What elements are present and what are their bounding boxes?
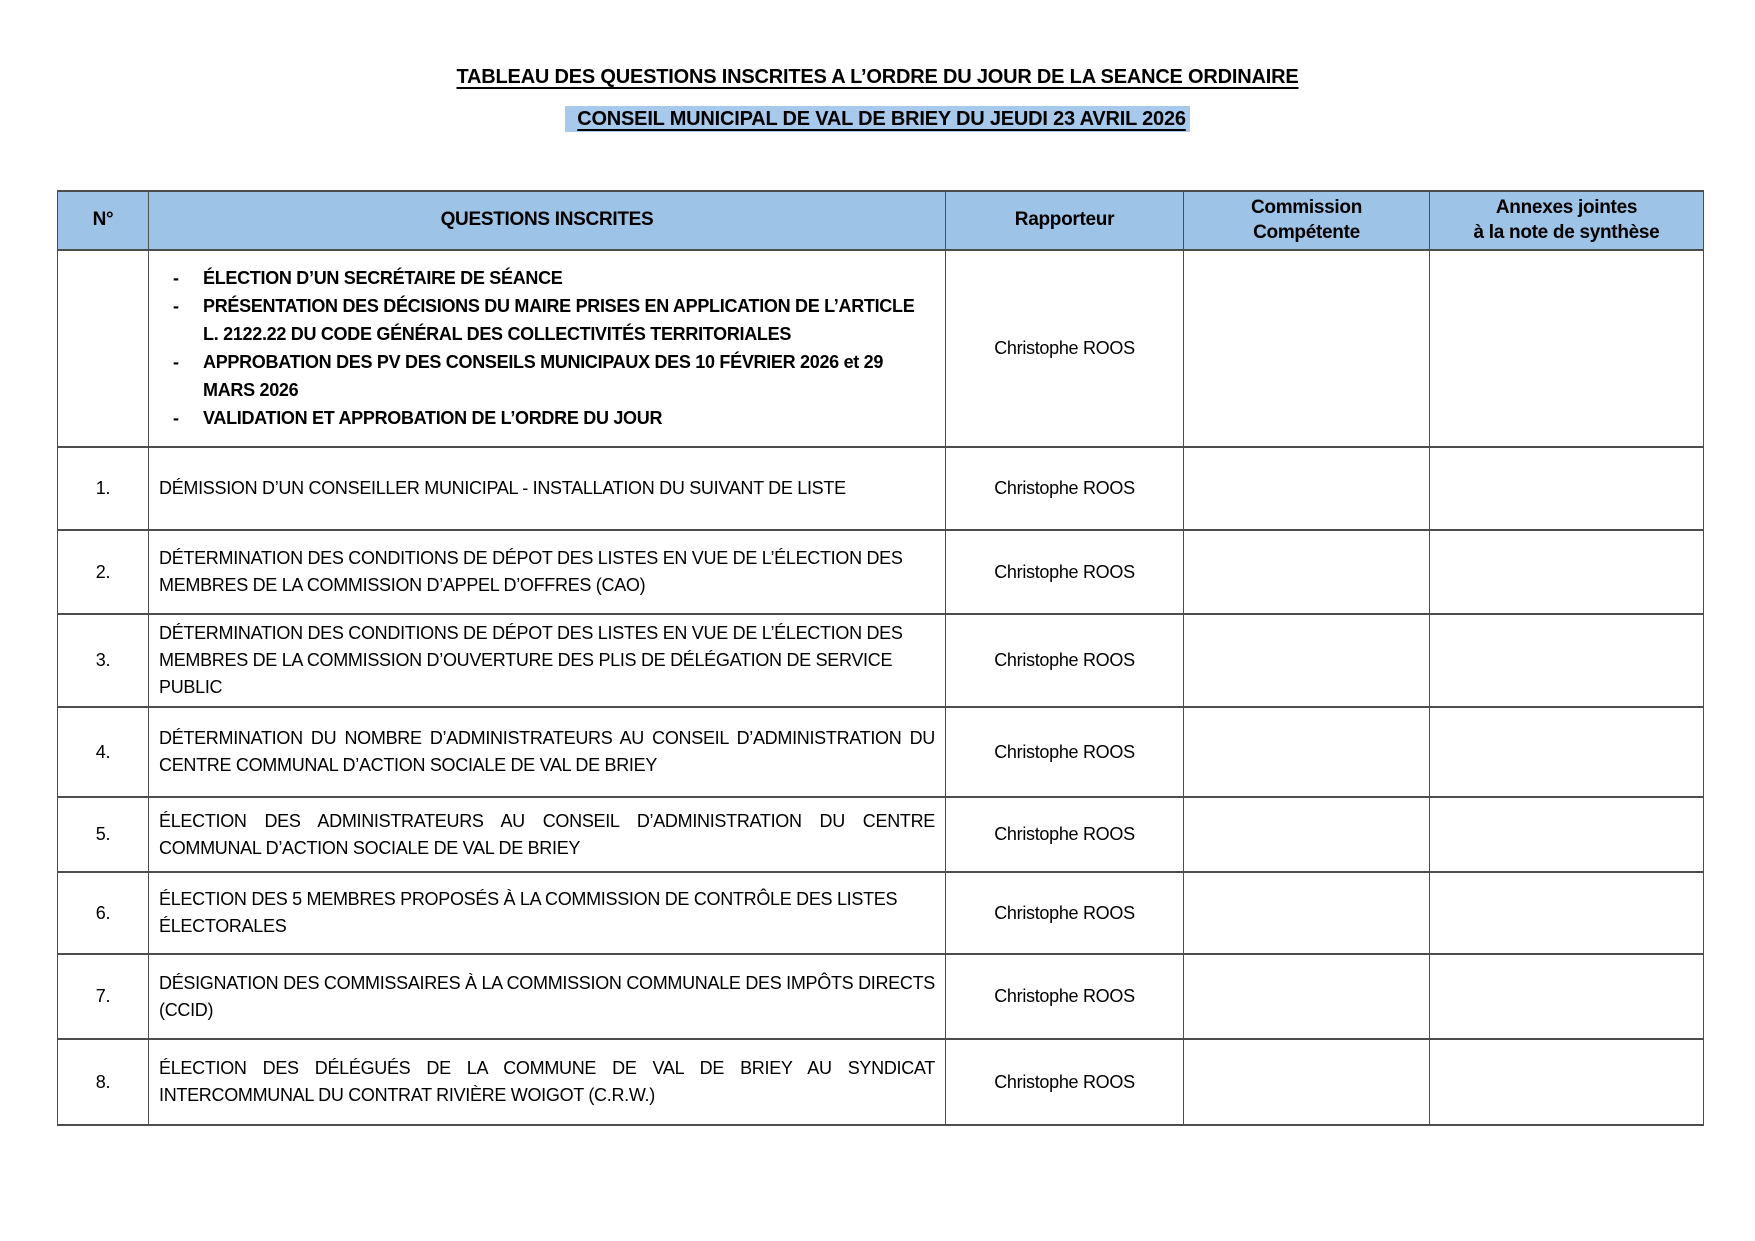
preliminary-item-text: PRÉSENTATION DES DÉCISIONS DU MAIRE PRISES EN APPLICATION DE L’ARTICLE L. 2122.22 DU CODE GÉNÉRAL DES COLLECTIVITÉS TERRITORIALES: [203, 296, 915, 344]
agenda-row-3: [58, 614, 1704, 707]
annexes-cell: [1430, 797, 1704, 872]
annexes-cell: [1430, 954, 1704, 1039]
header-rapporteur: Rapporteur: [946, 191, 1184, 250]
document-title-text: TABLEAU DES QUESTIONS INSCRITES A L’ORDRE DU JOUR DE LA SEANCE ORDINAIRE: [456, 66, 1299, 88]
agenda-row-6: [58, 872, 1704, 954]
commission-cell: [1184, 530, 1430, 614]
commission-cell: [1184, 1039, 1430, 1125]
header-annexes-line2: à la note de synthèse: [1473, 221, 1660, 243]
question-text: ÉLECTION DES 5 MEMBRES PROPOSÉS À LA COMMISSION DE CONTRÔLE DES LISTES ÉLECTORALES: [149, 872, 946, 954]
question-text: DÉTERMINATION DES CONDITIONS DE DÉPOT DES LISTES EN VUE DE L’ÉLECTION DES MEMBRES DE LA COMMISSION D’OUVERTURE DES PLIS DE DÉLÉGATION DE SERVICE PUBLIC: [149, 614, 946, 707]
agenda-preliminary-item: [159, 349, 935, 405]
rapporteur-name: Christophe ROOS: [946, 707, 1184, 797]
commission-cell: [1184, 614, 1430, 707]
annexes-cell: [1430, 250, 1704, 447]
row-number: 8.: [58, 1039, 149, 1125]
agenda-preliminary-item: [159, 293, 935, 349]
agenda-preliminary-item: [159, 405, 935, 433]
row-number: 1.: [58, 447, 149, 530]
rapporteur-name: Christophe ROOS: [946, 872, 1184, 954]
annexes-cell: [1430, 1039, 1704, 1125]
annexes-cell: [1430, 707, 1704, 797]
header-annexes: [1430, 191, 1704, 250]
preliminary-item-text: ÉLECTION D’UN SECRÉTAIRE DE SÉANCE: [203, 268, 563, 289]
bullet-dash: -: [173, 351, 179, 372]
agenda-row-8: [58, 1039, 1704, 1125]
question-text: ÉLECTION DES ADMINISTRATEURS AU CONSEIL D’ADMINISTRATION DU CENTRE COMMUNAL D’ACTION SOCIALE DE VAL DE BRIEY: [149, 797, 946, 872]
bullet-dash: -: [173, 268, 179, 289]
question-text: DÉTERMINATION DES CONDITIONS DE DÉPOT DES LISTES EN VUE DE L’ÉLECTION DES MEMBRES DE LA COMMISSION D’APPEL D’OFFRES (CAO): [149, 530, 946, 614]
row-number: 3.: [58, 614, 149, 707]
agenda-row-2: [58, 530, 1704, 614]
row-number: 5.: [58, 797, 149, 872]
rapporteur-name: Christophe ROOS: [946, 954, 1184, 1039]
annexes-cell: [1430, 447, 1704, 530]
agenda-preliminary-row: [58, 250, 1704, 447]
commission-cell: [1184, 954, 1430, 1039]
question-text: DÉSIGNATION DES COMMISSAIRES À LA COMMISSION COMMUNALE DES IMPÔTS DIRECTS (CCID): [149, 954, 946, 1039]
agenda-row-1: [58, 447, 1704, 530]
preliminary-item-text: VALIDATION ET APPROBATION DE L’ORDRE DU JOUR: [203, 407, 663, 428]
agenda-table: [57, 190, 1704, 1126]
annexes-cell: [1430, 614, 1704, 707]
rapporteur-name: Christophe ROOS: [946, 614, 1184, 707]
question-text: ÉLECTION DES DÉLÉGUÉS DE LA COMMUNE DE VAL DE BRIEY AU SYNDICAT INTERCOMMUNAL DU CONTRAT RIVIÈRE WOIGOT (C.R.W.): [149, 1039, 946, 1125]
rapporteur-name: Christophe ROOS: [946, 530, 1184, 614]
preliminary-num-cell: [58, 250, 149, 447]
rapporteur-name: Christophe ROOS: [946, 797, 1184, 872]
agenda-preliminary-item: [159, 265, 935, 293]
document-title: [0, 66, 1755, 89]
commission-cell: [1184, 707, 1430, 797]
document-subtitle: [0, 108, 1755, 131]
header-annexes-line1: Annexes jointes: [1495, 197, 1638, 218]
commission-cell: [1184, 447, 1430, 530]
preliminary-item-text: APPROBATION DES PV DES CONSEILS MUNICIPAUX DES 10 FÉVRIER 2026 et 29 MARS 2026: [203, 351, 884, 400]
agenda-row-7: [58, 954, 1704, 1039]
header-questions: QUESTIONS INSCRITES: [149, 191, 946, 250]
rapporteur-name: Christophe ROOS: [946, 447, 1184, 530]
agenda-row-5: [58, 797, 1704, 872]
preliminary-question-cell: [149, 250, 946, 447]
header-num: N°: [58, 191, 149, 250]
header-commission-line1: Commission: [1250, 197, 1363, 218]
row-number: 4.: [58, 707, 149, 797]
row-number: 2.: [58, 530, 149, 614]
document-subtitle-text: CONSEIL MUNICIPAL DE VAL DE BRIEY DU JEUDI 23 AVRIL 2026: [565, 106, 1190, 132]
question-text: DÉTERMINATION DU NOMBRE D’ADMINISTRATEURS AU CONSEIL D’ADMINISTRATION DU CENTRE COMMUNAL D’ACTION SOCIALE DE VAL DE BRIEY: [149, 707, 946, 797]
question-text: DÉMISSION D’UN CONSEILLER MUNICIPAL - INSTALLATION DU SUIVANT DE LISTE: [149, 447, 946, 530]
header-commission: [1184, 191, 1430, 250]
row-number: 7.: [58, 954, 149, 1039]
rapporteur-name: Christophe ROOS: [946, 250, 1184, 447]
commission-cell: [1184, 797, 1430, 872]
header-commission-line2: Compétente: [1253, 221, 1360, 243]
annexes-cell: [1430, 530, 1704, 614]
annexes-cell: [1430, 872, 1704, 954]
bullet-dash: -: [173, 407, 179, 428]
rapporteur-name: Christophe ROOS: [946, 1039, 1184, 1125]
row-number: 6.: [58, 872, 149, 954]
bullet-dash: -: [173, 296, 179, 317]
agenda-header-row: [58, 191, 1704, 250]
commission-cell: [1184, 872, 1430, 954]
agenda-row-4: [58, 707, 1704, 797]
commission-cell: [1184, 250, 1430, 447]
